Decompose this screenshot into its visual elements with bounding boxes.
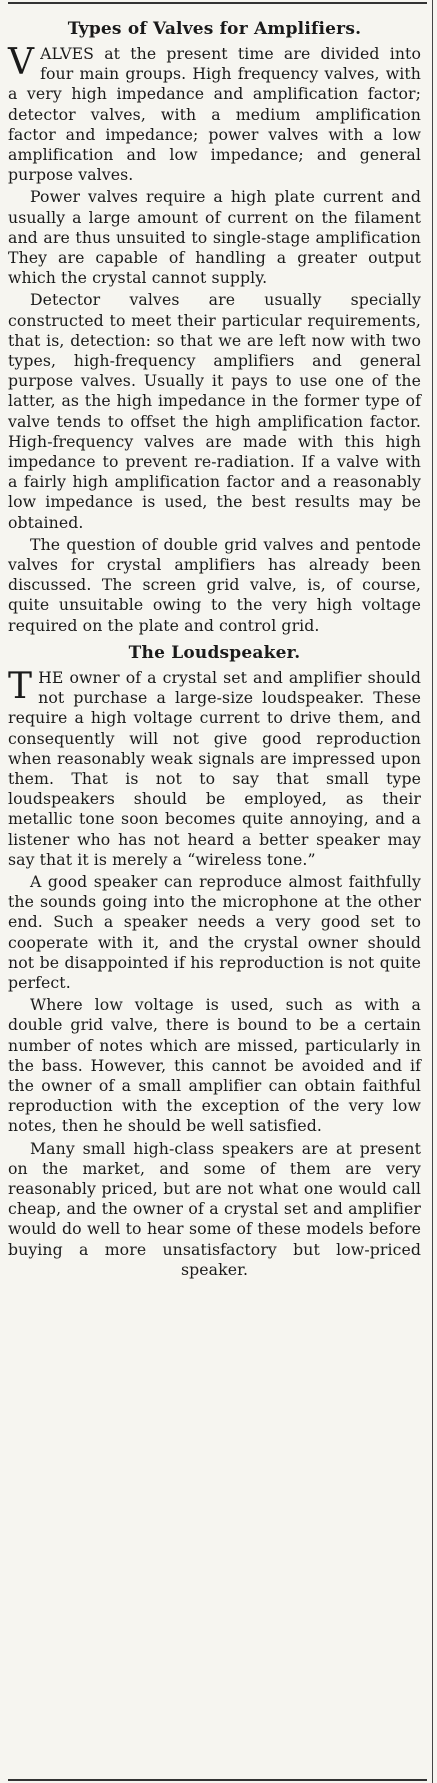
paragraph-speaker-market: Many small high-class speakers are at present on the market, and some of them are very reasonably priced, but are not what one would call cheap, and the owner of a crystal set and amplifier would do well to hear some of these models before buying a more unsatisfactory but low-priced speaker.	[8, 1138, 421, 1279]
paragraph-text: ALVES at the present time are divided into four main groups. High frequency valves, with a very high impedance and amplification factor; detector valves, with a medium amplification factor and impedance; power valves with a low amplification and low impedance; and general purpose valves.	[8, 44, 421, 185]
paragraph-detector-valves: Detector valves are usually specially constructed to meet their particular requirements, that is, detection: so that we are left now with two types, high-frequency amplifiers and general purpose valves. Usually it pays to use one of the latter, as the high impedance in the former type of valve tends to offset the high amplification factor. High-frequency valves are made with this high impedance to prevent re-radiation. If a valve with a fairly high amplification factor and a reasonably low impedance is used, the best results may be obtained.	[8, 290, 421, 532]
drop-cap: T	[8, 665, 33, 707]
section-heading-loudspeaker: The Loudspeaker.	[128, 642, 301, 663]
paragraph-loudspeaker-intro	[8, 665, 421, 870]
paragraph-good-speaker: A good speaker can reproduce almost faithfully the sounds going into the microphone at the other end. Such a speaker needs a very good set to cooperate with it, and the crystal owner should not be disappointed if his reproduction is not quite perfect.	[8, 871, 421, 992]
top-rule	[8, 2, 427, 4]
paragraph-power-valves: Power valves require a high plate current and usually a large amount of current on the filament and are thus unsuited to single-stage amplification They are capable of handling a greater output which the crystal cannot supply.	[8, 187, 421, 288]
bottom-rule	[8, 1779, 427, 1781]
drop-cap: V	[8, 42, 35, 83]
paragraph-grid-valves: The question of double grid valves and pentode valves for crystal amplifiers has already been discussed. The screen grid valve, is, of course, quite unsuitable owing to the very high voltage required on the plate and control grid.	[8, 534, 421, 635]
paragraph-low-voltage: Where low voltage is used, such as with a double grid valve, there is bound to be a certain number of notes which are missed, particularly in the bass. However, this cannot be avoided and if the owner of a small amplifier can obtain faithful reproduction with the exception of the very low notes, then he should be well satisfied.	[8, 995, 421, 1136]
section-heading-valves: Types of Valves for Amplifiers.	[67, 19, 362, 39]
column-rule	[432, 0, 433, 1783]
paragraph-valves-intro	[8, 44, 421, 185]
paragraph-text: HE owner of a crystal set and amplifier should not purchase a large-size loudspeaker. These require a high voltage current to drive them, and consequently will not give good reproduction when reasonably weak signals are impressed upon them. That is not to say that small type loudspeakers should be employed, as their metallic tone soon becomes quite annoying, and a listener who has not heard a better speaker may say that it is merely a “wireless tone.”	[8, 667, 421, 869]
section-loudspeaker	[8, 642, 421, 1280]
section-valves	[8, 18, 421, 636]
